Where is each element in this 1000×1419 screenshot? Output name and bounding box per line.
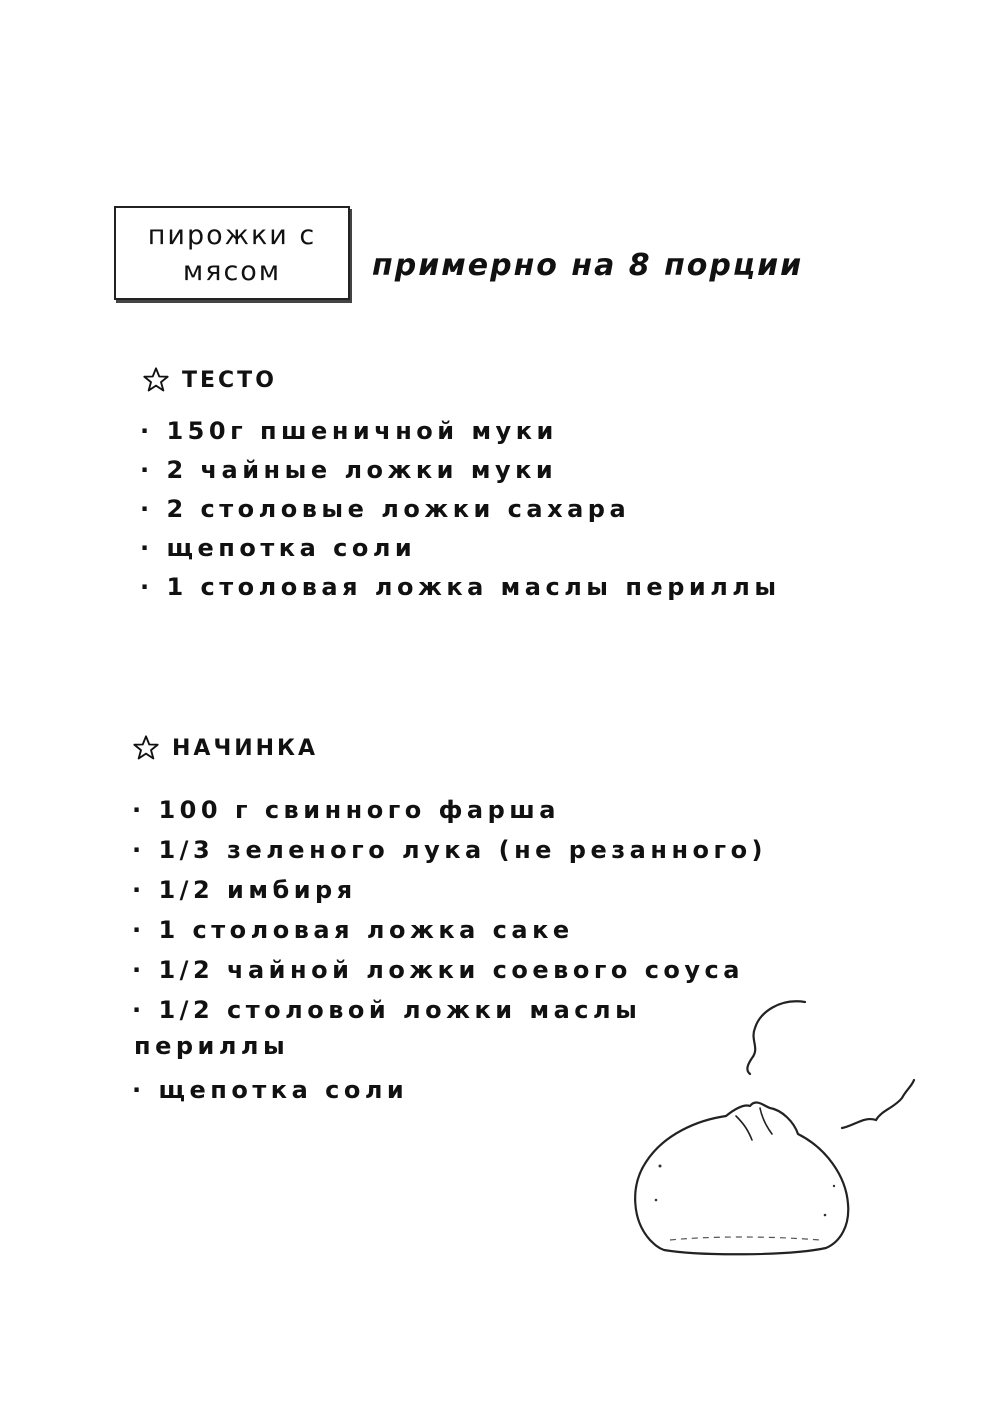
- list-item-continuation: периллы: [134, 1032, 290, 1060]
- dough-heading-label: ТЕСТО: [182, 367, 277, 393]
- list-item: · 1 столовая ложка саке: [132, 910, 767, 950]
- list-item: · 100 г свинного фарша: [132, 790, 767, 830]
- star-icon: [132, 734, 160, 762]
- servings-note: примерно на 8 порции: [372, 248, 804, 283]
- list-item: · 2 столовые ложки сахара: [140, 490, 781, 529]
- list-item: · 1/2 столовой ложки маслы: [132, 990, 767, 1030]
- filling-ingredient-list-last: [132, 1070, 408, 1110]
- list-item: · 150г пшеничной муки: [140, 412, 781, 451]
- list-item: · 1/2 имбиря: [132, 870, 767, 910]
- star-icon: [142, 366, 170, 394]
- list-item: · 1/2 чайной ложки соевого соуса: [132, 950, 767, 990]
- dough-ingredient-list: [140, 412, 781, 607]
- filling-heading: [132, 734, 318, 762]
- list-item: · щепотка соли: [140, 529, 781, 568]
- list-item: · щепотка соли: [132, 1070, 408, 1110]
- list-item: · 2 чайные ложки муки: [140, 451, 781, 490]
- list-item: · 1/3 зеленого лука (не резанного): [132, 830, 767, 870]
- dough-heading: [142, 366, 277, 394]
- recipe-title-line1: пирожки с: [147, 220, 317, 251]
- filling-heading-label: НАЧИНКА: [172, 735, 319, 761]
- recipe-title-line2: мясом: [182, 256, 282, 287]
- list-item: · 1 столовая ложка маслы периллы: [140, 568, 781, 607]
- steamed-bun-illustration: [620, 990, 930, 1280]
- recipe-title-box: [114, 206, 350, 300]
